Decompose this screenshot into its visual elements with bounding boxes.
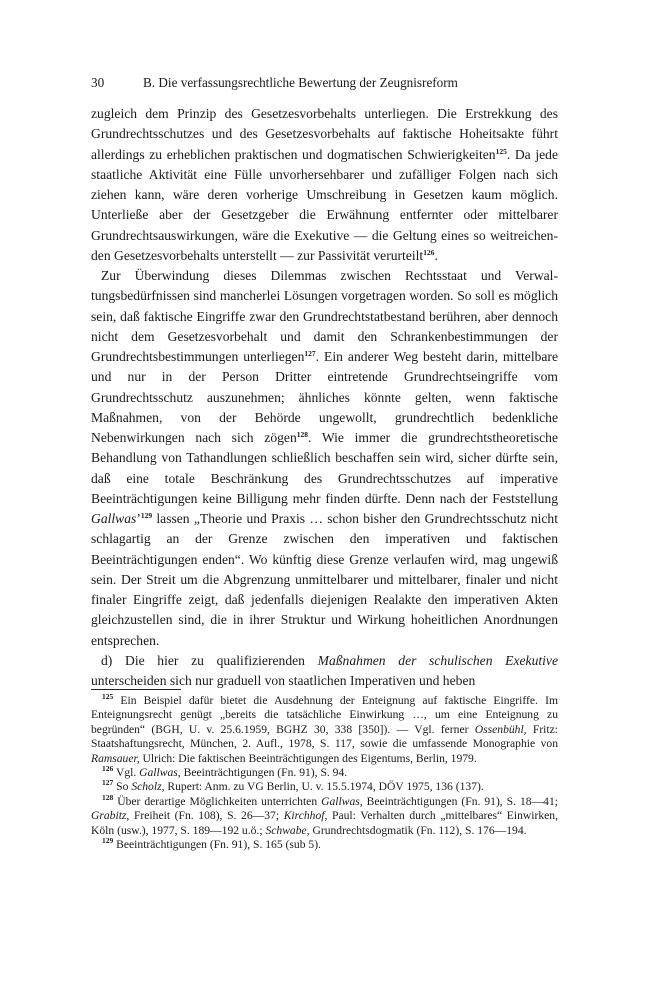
footnote-number: 126 (102, 764, 114, 774)
italic-text: Ossenbühl, (474, 722, 527, 736)
text-run: Beeinträchtigungen (Fn. 91), S. 94. (180, 766, 348, 780)
running-header (91, 74, 558, 92)
text-run: ’ (136, 511, 141, 526)
text-run: Ulrich: Die faktischen Beeinträchtigungen des Eigentums, Berlin, 1979. (139, 751, 477, 765)
text-run: Beeinträchtigungen (Fn. 91), S. 18—41; (362, 794, 558, 808)
footnote-number: 128 (102, 792, 114, 802)
italic-text: Scholz, (131, 780, 165, 794)
italic-text: Gallwas (91, 511, 137, 526)
text-run: So (116, 780, 132, 794)
paragraph (91, 104, 558, 266)
footnote (91, 694, 558, 766)
footnote-ref: 128 (296, 430, 308, 439)
running-title: B. Die verfassungsrechtliche Bewertung der Zeugnisreform (143, 75, 458, 90)
paragraph (91, 266, 558, 651)
text-run: unterscheiden sich nur graduell von staatlichen Imperativen und heben (91, 673, 476, 688)
footnote-ref: 126 (423, 247, 435, 257)
text-run: d) Die hier zu qualifizierenden (101, 652, 318, 668)
text-run: Grundrechtsdogmatik (Fn. 112), S. 176—194. (309, 823, 527, 837)
italic-text: Gallwas, (321, 794, 363, 808)
footnote (91, 792, 558, 838)
text-run: Über derartige Möglichkeiten unterrichten (117, 794, 322, 808)
paragraph (91, 651, 558, 692)
page-number: 30 (91, 75, 105, 90)
italic-text: Gallwas, (139, 766, 181, 780)
footnote (91, 838, 558, 852)
text-run: Vgl. (115, 766, 140, 780)
text-run: zugleich dem Prinzip des Gesetzesvorbehalts unterliegen. Die Erstrekkung des Grundrechtsschutzes und des Gesetzesvorbehalts auf faktische Hoheitsakte führt allerdings zu erheblichen praktischen und dogmatischen Schwierigkeiten (91, 106, 558, 162)
footnote-number: 125 (102, 692, 114, 701)
text-run: Ein Beispiel dafür bietet die Ausdehnung der Enteignung auf faktische Eingriffe. Im Enteignungsrecht genügt „bereits die tatsächliche Einwirkung …, um eine Enteignung zu begründen“ (BGH, U. v. 25.6.1959, BGHZ 30, 338 [350]). — Vgl. ferner (91, 694, 558, 736)
text-run: . (434, 247, 438, 263)
italic-text: Schwabe, (265, 823, 310, 837)
footnote (91, 766, 558, 780)
text-run: Beeinträchtigungen (Fn. 91), S. 165 (sub 5). (116, 838, 321, 852)
footnote-separator (91, 689, 181, 690)
text-run: . Wie immer die grundrechtstheoretische Behandlung von Tathandlungen schließlich beschaffen sein wird, sicher dürfte sein, daß eine totale Beschränkung des Grundrechtsschutzes auf imperative Beeinträchtigungen keine Billigung mehr finden dürfte. Denn nach der Feststellung (91, 430, 559, 506)
italic-text: Grabitz, (91, 809, 130, 823)
footnote-ref: 125 (495, 146, 507, 156)
text-run: Paul: Verhalten durch „mittelbares“ Einwirken, Köln (usw.), 1977, S. 189—192 u.ö.; (91, 809, 558, 837)
text-run: Freiheit (Fn. 108), S. 26—37; (129, 809, 284, 823)
italic-text: Maßnahmen der schulischen Exekutive (317, 652, 558, 668)
footnotes (91, 694, 558, 852)
italic-text: Kirchhof, (283, 809, 328, 823)
footnote-number: 129 (102, 836, 114, 846)
text-run: . Ein anderer Weg besteht darin, mittelbare und nur in der Person Dritter eintretende Grundrechtseingriffe vom Grundrechtsschutz auszunehmen; ähnliches könnte gelten, wenn faktische Maßnahmen, von der Behörde ungewollt, grundrechtlich bedenkliche Nebenwirkungen nach sich zögen (91, 349, 558, 445)
italic-text: Ramsauer, (91, 751, 140, 765)
text-run: Zur Überwindung dieses Dilemmas zwischen Rechtsstaat und Verwaltungsbedürfnissen sind mancherlei Lösungen vorgetragen worden. So soll es möglich sein, daß faktische Eingriffe zwar den Grundrechtstatbestand berühren, aber dennoch nicht dem Gesetzesvorbehalt und damit den Schrankenbestimmungen der Grundrechtsbestimmungen unterliegen (91, 268, 558, 364)
main-text (91, 104, 558, 691)
text-run: . Da jede staatliche Aktivität eine Fülle unvorhersehbarer und zufälliger Folgen nach sich ziehen kann, wäre deren vorherige Umschreibung in Gesetzen kaum möglich. Unterließe aber der Gesetzgeber die Erwähnung entfernter oder mittelbarer Grundrechtsauswirkungen, wäre die Exekutive — die Geltung eines so weitreichenden Gesetzesvorbehalts unterstellt — zur Passivität verurteilt (91, 146, 558, 263)
footnote-ref: 127 (304, 349, 316, 358)
text-run: Fritz: Staatshaftungsrecht, München, 2. Aufl., 1978, S. 117, sowie die umfassende Monographie von (91, 722, 558, 751)
footnote-ref: 129 (140, 511, 153, 520)
text-run: Rupert: Anm. zu VG Berlin, U. v. 15.5.1974, DÖV 1975, 136 (137). (164, 780, 484, 794)
footnote (91, 780, 558, 794)
text-run: lassen „Theorie und Praxis … schon bisher den Grundrechtsschutz nicht schlagartig an der Grenze zwischen den imperativen und faktischen Beeinträchtigungen enden“. Wo künftig diese Grenze verlaufen wird, mag ungewiß sein. Der Streit um die Abgrenzung unmittelbarer und mittelbarer, finaler und nicht finaler Eingriffe zeigt, daß jedenfalls diejenigen Realakte den imperativen Akten gleichzustellen sind, die in ihrer Struktur und Wirkung hoheitlichen Anordnungen entsprechen. (91, 511, 558, 648)
footnote-number: 127 (102, 778, 114, 788)
